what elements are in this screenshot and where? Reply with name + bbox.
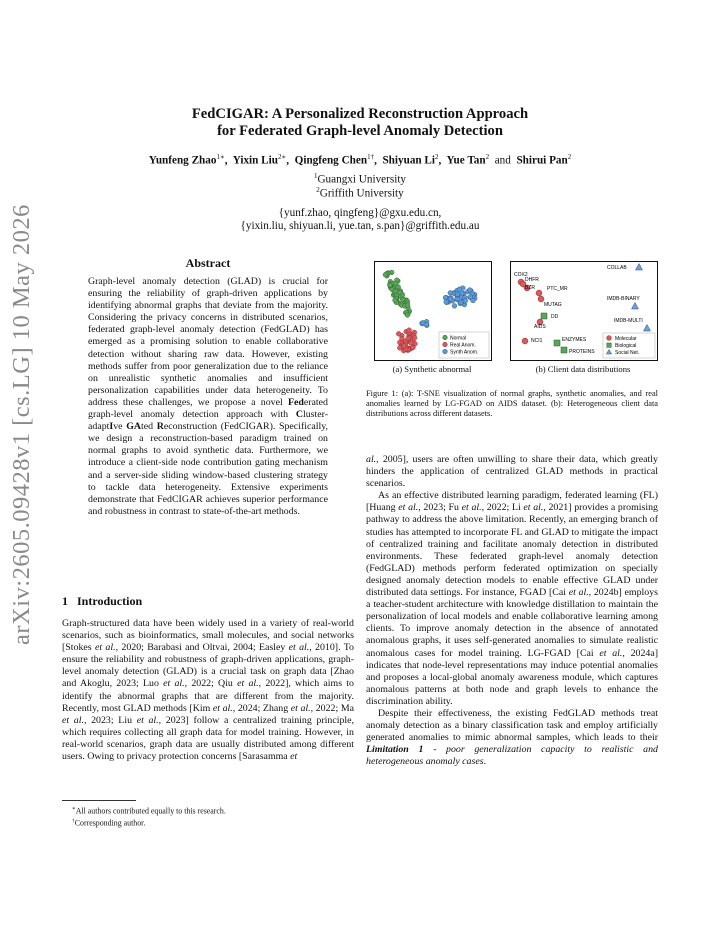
- synth-anomaly-point: [467, 288, 472, 293]
- real-anomaly-point: [397, 346, 402, 351]
- author-name: Shiyuan Li: [382, 154, 436, 167]
- author-and: and: [494, 154, 511, 167]
- right-paragraph: [366, 708, 658, 768]
- dataset-marker: [522, 338, 528, 344]
- footnote-1: [72, 804, 226, 817]
- synth-anomaly-point: [468, 295, 473, 300]
- paper-title: [80, 106, 640, 140]
- dataset-marker: [636, 264, 643, 271]
- synth-anomaly-point: [444, 300, 449, 305]
- synth-anomaly-point: [443, 295, 448, 300]
- author-name: Yunfeng Zhao: [148, 154, 217, 167]
- dataset-label: IMDB-BINARY: [607, 296, 640, 302]
- synth-anomaly-point: [457, 287, 462, 292]
- intro-etal: et al.: [290, 702, 311, 714]
- right-italic: - poor generalization capacity to realistic and heterogeneous anomaly cases: [366, 744, 658, 768]
- normal-point: [383, 272, 388, 277]
- footnote-2: [72, 816, 145, 829]
- intro-text: , 2023] follow a centralized training principle, which requires collecting all graph data for model training. However, in real-world scenarios, graph data are usually distributed among different users. Owing to privacy protection concerns [Sarasamma: [62, 714, 355, 763]
- abstract-heading: Abstract: [185, 256, 231, 270]
- dataset-label: DHFR: [525, 277, 539, 283]
- legend-label: Social Net.: [615, 350, 640, 356]
- abstract-text: econstruction (FedCIGAR). Specifically, we design a reconstruction-based paradigm trained on normal graphs to avoid synthetic data. Furthermore, we introduce a client-side node contribution gating mechanism and a server-side sliding window-based clustering strategy to tackle data heterogeneity. Extensive experiments demonstrate that FedCIGAR achieves superior performance and robustness in contrast to state-of-the-art methods.: [88, 421, 328, 517]
- dataset-marker: [541, 313, 547, 319]
- real-anomaly-point: [402, 344, 407, 349]
- footnote-mark: †: [72, 818, 75, 824]
- dataset-marker: [644, 325, 651, 332]
- dataset-label: PROTEINS: [569, 349, 595, 355]
- affil-sup: 1: [313, 172, 318, 180]
- intro-text: Graph-structured data have been widely used in a variety of real-world scenarios, such as bioinformatics, small molecules, and social networks [Stokes: [62, 618, 354, 654]
- intro-etal: et al.: [62, 714, 84, 726]
- legend-label: Normal: [450, 335, 467, 342]
- intro-body: [62, 618, 354, 763]
- author-affil-sup: 2: [485, 153, 490, 161]
- dataset-label: PTC_MR: [547, 286, 568, 292]
- right-text: , 2005], users are often unwilling to share their data, which greatly hinders the application of centralized GLAD methods in practical scenarios.: [366, 454, 658, 490]
- legend-label: Molecular: [615, 336, 637, 342]
- right-text: , 2021] provides a promising pathway to address the above limitation. Recently, an emerging branch of studies has attempted to incorporate FL and GLAD to mitigate the impact of centralized training and facilitate anomaly detection in distributed environments. These federated graph-level anomaly detection (FedGLAD) methods perform federated optimization on specially designed anomaly detection models to enable effective GLAD under distributed data settings. For instance, FGAD [Cai: [366, 502, 658, 599]
- footnote-mark: ∗: [72, 806, 76, 812]
- author-affil-sup: 1∗: [216, 153, 225, 161]
- normal-point: [393, 298, 398, 303]
- intro-text: , 2024; Zhang: [232, 702, 291, 714]
- subcaption-a: (a) Synthetic abnormal: [392, 364, 472, 374]
- right-text: , 2024b] employs a teacher-student architecture with knowledge distillation to maintain the personalization of local models and enable collaborative learning among clients. To improve anomaly detection in the absence of annotated anomalous graphs, it uses self-generated anomalies to simulate realistic anomalous cases for model training. LG-FGAD [Cai: [366, 587, 658, 659]
- real-anomaly-point: [406, 336, 411, 341]
- right-etal: al.: [366, 454, 377, 465]
- intro-paragraph: [62, 618, 354, 763]
- abstract-text: erated graph-level anomaly detection approach with: [88, 396, 328, 421]
- legend-marker-molecular: [607, 336, 612, 341]
- right-etal: et al.: [461, 502, 482, 514]
- dataset-label: IMDB-MULTI: [614, 318, 643, 324]
- real-anomaly-point: [410, 345, 415, 350]
- arxiv-stamp: arXiv:2605.09428v1 [cs.LG] 10 May 2026: [8, 204, 35, 645]
- right-text: .: [483, 756, 487, 768]
- figure-caption: Figure 1: (a): T-SNE visualization of normal graphs, synthetic anomalies, and real anomalies learned by LG-FGAD on AIDS dataset. (b): Heterogeneous client data distributions across different datasets.: [366, 389, 658, 419]
- synth-anomaly-point: [452, 304, 457, 309]
- normal-point: [405, 303, 410, 308]
- legend-marker-synth: [443, 349, 448, 354]
- author-affil-sup: 1†: [367, 153, 375, 161]
- intro-etal: et: [290, 751, 298, 763]
- affil-sup: 2: [316, 186, 320, 194]
- synth-anomaly-point: [459, 300, 464, 305]
- real-anomaly-point: [412, 335, 417, 340]
- intro-text: , 2022; Ma: [310, 702, 354, 714]
- right-text: , 2022; Li: [481, 502, 524, 514]
- right-etal: et al.: [523, 502, 544, 514]
- footnote-text: All authors contributed equally to this research.: [75, 806, 226, 816]
- dataset-marker: [632, 303, 639, 310]
- intro-etal: et al.: [237, 678, 259, 690]
- dataset-marker: [554, 340, 560, 346]
- right-text: As an effective distributed learning paradigm, federated learning (FL) [Huang: [366, 490, 658, 514]
- author-affil-sup: 2: [435, 153, 439, 161]
- real-anomaly-point: [400, 336, 405, 341]
- intro-text: , 2020; Barabasi and Oltvai, 2004; Easley: [115, 642, 289, 654]
- author-name: Yue Tan: [446, 154, 486, 167]
- legend-marker-normal: [443, 335, 448, 340]
- synth-anomaly-point: [448, 297, 453, 302]
- intro-text: , 2023; Liu: [83, 714, 137, 726]
- abstract-bold: I: [109, 421, 114, 433]
- real-anomaly-point: [396, 331, 401, 336]
- affil-name: Guangxi University: [317, 173, 407, 186]
- right-column-body: [366, 454, 658, 768]
- intro-etal: et al.: [212, 702, 233, 714]
- intro-text: , 2022], which aims to identify the abnormal graphs that are different from the majority. Recently, most GLAD methods [Kim: [62, 678, 354, 714]
- intro-etal: et al.: [136, 714, 159, 726]
- subcaption-b: (b) Client data distributions: [535, 364, 631, 374]
- dataset-label: DD: [551, 314, 559, 320]
- affil-name: Griffith University: [319, 187, 404, 200]
- right-paragraph: [366, 490, 658, 708]
- real-anomaly-point: [407, 328, 412, 333]
- abstract-text: Graph-level anomaly detection (GLAD) is crucial for ensuring the reliability of graph-driven applications by identifying abnormal graphs that deviate from the majority. Considering the privacy concerns in distributed scenarios, federated graph-level anomaly detection (FedGLAD) has emerged as a promising solution to enable collaborative detection without sharing raw data. However, existing methods suffer from poor generalization due to the reliance on unrealistic synthetic anomalies and insufficient personalization capabilities under data heterogeneity. To address these challenges, we propose a novel: [88, 276, 328, 408]
- abstract-bold: R: [156, 421, 164, 433]
- synth-anomaly-point: [424, 322, 429, 327]
- author-name: Qingfeng Chen: [294, 154, 368, 167]
- dataset-label: BZR: [525, 285, 535, 291]
- normal-point: [397, 290, 402, 295]
- dataset-label: COX2: [514, 272, 528, 278]
- right-text: Despite their effectiveness, the existing FedGLAD methods treat anomaly detection as a binary classification task and employ artificially generated anomalies to mimic abnormal samples, which leads to their: [366, 707, 658, 744]
- right-limitation: Limitation 1: [366, 744, 424, 756]
- abstract-body: [88, 276, 328, 518]
- dataset-label: NCI1: [531, 338, 543, 344]
- author-name: Yixin Liu: [232, 154, 278, 167]
- title-line-2: for Federated Graph-level Anomaly Detection: [217, 123, 503, 139]
- abstract-text: luster-adapt: [88, 409, 328, 433]
- figure-panel-b: [510, 261, 658, 361]
- section-heading: [62, 594, 151, 609]
- synth-anomaly-point: [455, 292, 460, 297]
- right-text: , 2024a] indicates that node-level representations may induce potential anomalies and proposes a local-global anomaly awareness module, which captures anomalous patterns at both node and graph levels to enhance the discrimination ability.: [366, 647, 659, 707]
- dataset-label: AIDS: [534, 324, 546, 330]
- email-block: [140, 207, 580, 232]
- intro-text: , 2010]. To ensure the reliability and robustness of graph-driven applications, graph-level anomaly detection (GLAD) is a crucial task on graph data [Zhao and Akoglu, 2023; Luo: [62, 642, 354, 690]
- footnote-text: Corresponding author.: [74, 818, 146, 828]
- dataset-label: MUTAG: [544, 302, 562, 308]
- dataset-marker: [536, 290, 542, 296]
- email-line-2: {yixin.liu, shiyuan.li, yue.tan, s.pan}@griffith.edu.au: [240, 219, 480, 232]
- dataset-marker: [561, 347, 567, 353]
- abstract-bold: GA: [126, 421, 142, 433]
- section-title: Introduction: [77, 594, 143, 608]
- dataset-label: ENZYMES: [562, 337, 587, 343]
- right-etal: et al.: [398, 502, 419, 514]
- abstract-bold: C: [295, 409, 303, 421]
- normal-point: [393, 281, 398, 286]
- tsne-plot: [375, 262, 491, 360]
- legend-marker-real: [443, 342, 448, 347]
- dataset-label: COLLAB: [607, 265, 627, 271]
- author-affil-sup: 2∗: [277, 153, 287, 161]
- author-affil-sup: 2: [567, 153, 572, 161]
- abstract-text: ted: [141, 421, 157, 433]
- legend-label: Synth Anom.: [450, 349, 479, 356]
- section-number: 1: [62, 594, 68, 608]
- intro-text: , 2022; Qiu: [184, 678, 238, 690]
- legend-label: Biological: [615, 343, 637, 349]
- author-name: Shirui Pan: [516, 154, 568, 167]
- client-distribution-plot: [511, 262, 657, 360]
- footnote-rule: [62, 800, 136, 801]
- affiliation-2: [160, 184, 560, 201]
- normal-point: [387, 283, 392, 288]
- right-etal: et al.: [599, 647, 623, 659]
- right-text: , 2023; Fu: [418, 502, 462, 514]
- intro-etal: et al.: [94, 642, 116, 654]
- legend-marker-biological: [607, 343, 611, 347]
- figure-panel-a: [374, 261, 492, 361]
- email-line-1: {yunf.zhao, qingfeng}@gxu.edu.cn,: [278, 207, 442, 219]
- legend-label: Real Anom.: [450, 342, 476, 349]
- intro-etal: et al.: [163, 678, 185, 690]
- abstract-bold: Fed: [287, 396, 304, 408]
- abstract-text: ve: [113, 421, 127, 433]
- real-anomaly-point: [409, 340, 414, 345]
- title-line-1: FedCIGAR: A Personalized Reconstruction Approach: [191, 106, 529, 122]
- right-paragraph: [366, 454, 658, 490]
- normal-point: [405, 313, 410, 318]
- right-etal: et al.: [568, 587, 589, 599]
- synth-anomaly-point: [463, 298, 468, 303]
- intro-etal: et al.: [288, 642, 310, 654]
- author-list: Yunfeng Zhao$^{1∗}$, Yixin Liu$^{2∗}$, Qingfeng Chen$^{1\dagger}$, Shiyuan Li$^2$, Yue Tan$^2$ and Shirui Pan$^2$: [148, 153, 572, 167]
